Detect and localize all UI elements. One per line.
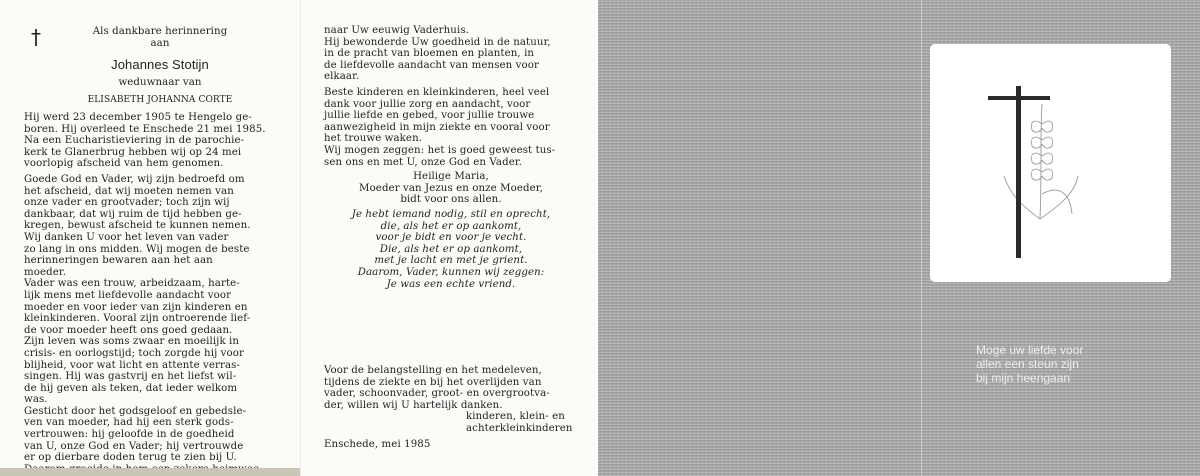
poem: Je hebt iemand nodig, stil en oprecht, die, als het er op aankomt, voor je bidt en voor je vecht. Die, als het er op aankomt, met je lacht en met je grient. Daarom, Vader, kunnen wij zeggen: Je was een echte vriend. [351, 209, 551, 290]
mary-prayer: Heilige Maria, Moeder van Jezus en onze Moeder, bidt voor ons allen. [359, 171, 543, 206]
deceased-name: Johannes Stotijn [111, 57, 209, 72]
prayer-text: Goede God en Vader, wij zijn bedroefd om het afscheid, dat wij moeten nemen van onze vader en grootvader; toch zijn wij dankbaar, dat wij ruim de tijd hebben ge- kregen, bewust afscheid te kunnen nemen. Wij danken U voor het leven van vader zo lang in ons midden. Wij mogen de beste herinneringen bewaren aan het aan moeder. Vader was een trouw, arbeidzaam, harte- lijk mens met liefdevolle aandacht voor moeder en voor ieder van zijn kinderen en kleinkinderen. Vooral zijn ontroerende lief- de voor moeder heeft ons goed gedaan. Zijn leven was soms zwaar en moeilijk in crisis- en oorlogstijd; toch zorgde hij voor blijheid, voor wat licht en attente verras- singen. Hij was gastvrij en het liefst wil- de hij geven als teken, dat ieder welkom was. Gesticht door het godsgeloof en gebedsle- ven van moeder, had hij een sterk gods- vertrouwen: hij geloofde in de goedheid van U, onze God en Vader; hij vertrouwde er op dierbare doden terug te zien bij U. [24, 174, 251, 464]
wheat-ear-icon [1004, 104, 1078, 219]
bottom-strip [0, 468, 300, 476]
place-date: Enschede, mei 1985 [324, 439, 431, 450]
widower-label: weduwnaar van [118, 77, 202, 88]
cover-image-box [930, 44, 1171, 282]
cover-illustration [930, 44, 1171, 282]
nature-text: naar Uw eeuwig Vaderhuis. Hij bewonderde Uw goedheid in de natuur, in de pracht van bloemen en planten, in de liefdevolle aandacht van mensen voor elkaar. [324, 25, 551, 83]
family-signature: kinderen, klein- en achterkleinkinderen [466, 411, 573, 434]
intro-text: Als dankbare herinnering aan [92, 26, 228, 49]
gratitude-text: Voor de belangstelling en het medeleven, tijdens de ziekte en bij het overlijden van vader, schoonvader, groot- en overgrootva- der, willen wij U hartelijk danken. [324, 365, 550, 411]
cross-icon: † [31, 25, 41, 49]
middle-page [300, 0, 601, 476]
thanks-children-text: Beste kinderen en kleinkinderen, heel veel dank voor jullie zorg en aandacht, voor jullie liefde en gebed, voor jullie trouwe aanwezigheid in mijn ziekte en vooral voor het trouwe waken. Wij mogen zeggen: het is goed geweest tus- sen ons en met U, onze God en Vader. [324, 87, 556, 168]
cover-quote: Moge uw liefde voor allen een steun zijn bij mijn heengaan [976, 343, 1084, 385]
spouse-name: ELISABETH JOHANNA CORTE [87, 95, 233, 105]
cover-page [598, 0, 1200, 476]
fold-line [921, 0, 922, 476]
biography-text: Hij werd 23 december 1905 te Hengelo ge- boren. Hij overleed te Enschede 21 mei 1985. Na een Eucharistieviering in de parochie- kerk te Glanerbrug hebben wij op 24 mei voorlopig afscheid van hem genomen. [24, 112, 266, 170]
left-page [0, 0, 300, 476]
